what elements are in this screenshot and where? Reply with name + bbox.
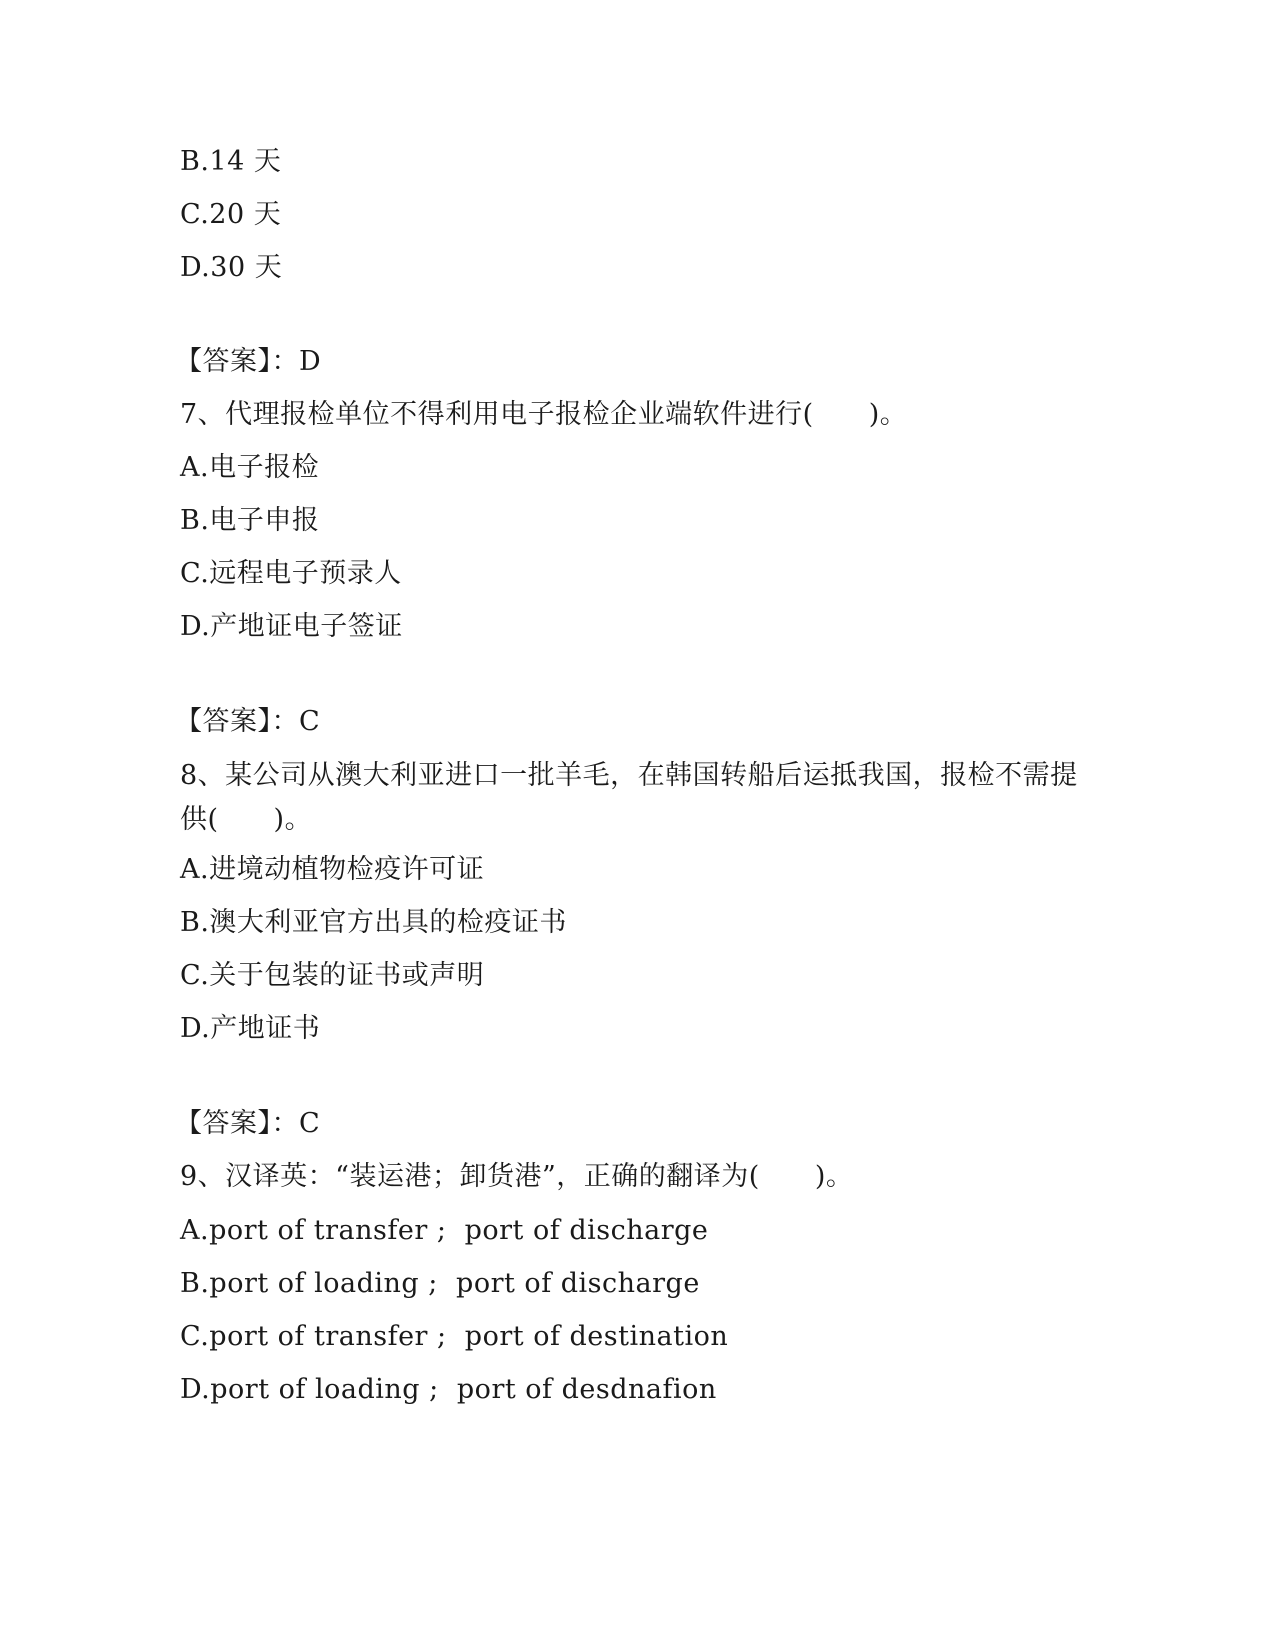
option-a: A.进境动植物检疫许可证 bbox=[180, 854, 485, 885]
option-c: C.port of transfer ; port of destination bbox=[180, 1321, 729, 1352]
option-c: C.关于包装的证书或声明 bbox=[180, 960, 485, 991]
option-c: C.20 天 bbox=[180, 199, 282, 230]
option-b: B.电子申报 bbox=[180, 505, 320, 536]
option-c: C.远程电子预录人 bbox=[180, 558, 402, 589]
question-stem: 7、代理报检单位不得利用电子报检企业端软件进行( )。 bbox=[180, 399, 908, 430]
question-stem: 9、汉译英：“装运港；卸货港”，正确的翻译为( )。 bbox=[180, 1161, 854, 1192]
answer-label: 【答案】：D bbox=[175, 346, 322, 377]
option-d: D.产地证电子签证 bbox=[180, 611, 403, 642]
option-b: B.port of loading ; port of discharge bbox=[180, 1268, 700, 1299]
option-b: B.14 天 bbox=[180, 146, 282, 177]
option-a: A.port of transfer ; port of discharge bbox=[180, 1215, 709, 1246]
option-d: D.30 天 bbox=[180, 252, 283, 283]
question-stem: 8、某公司从澳大利亚进口一批羊毛，在韩国转船后运抵我国，报检不需提供( )。 bbox=[180, 760, 1078, 835]
option-d: D.产地证书 bbox=[180, 1013, 321, 1044]
option-b: B.澳大利亚官方出具的检疫证书 bbox=[180, 907, 567, 938]
option-a: A.电子报检 bbox=[180, 452, 320, 483]
option-d: D.port of loading ; port of desdnafion bbox=[180, 1374, 717, 1405]
answer-label: 【答案】：C bbox=[175, 706, 321, 737]
answer-label: 【答案】：C bbox=[175, 1108, 321, 1139]
